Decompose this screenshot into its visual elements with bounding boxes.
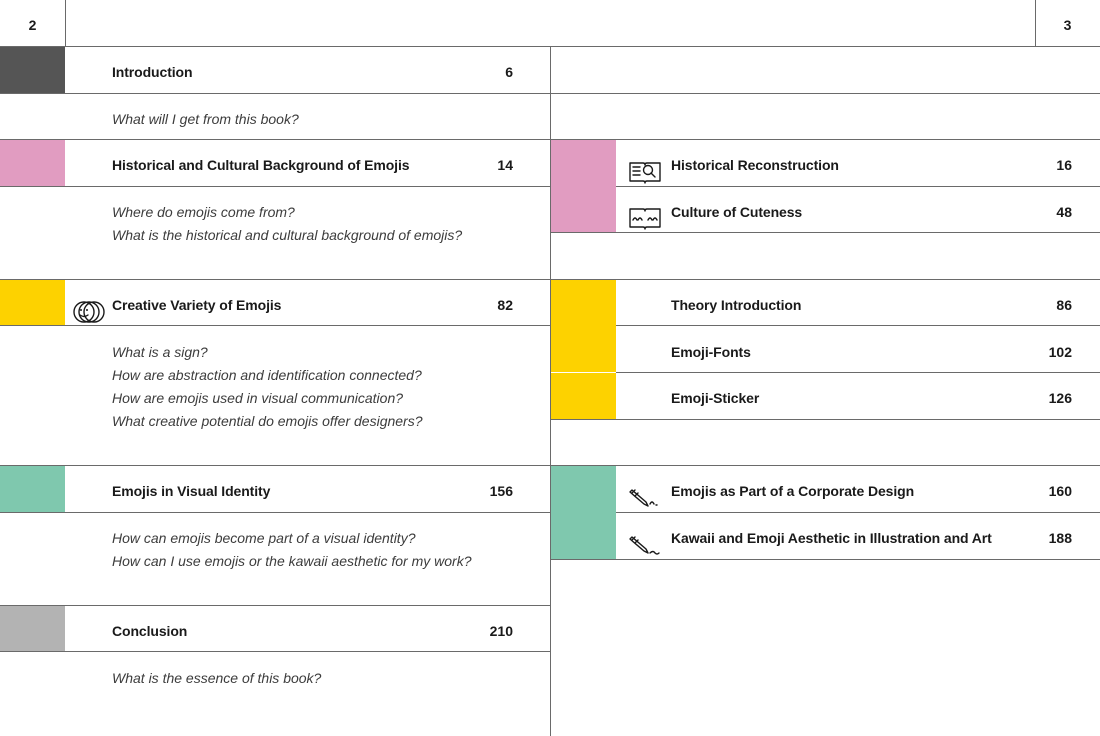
faces-icon: [72, 289, 106, 335]
rule: [0, 139, 1100, 140]
toc-page-number: 126: [1048, 390, 1072, 406]
header-divider-right: [1035, 0, 1036, 46]
pencil-drawing-icon: [628, 475, 662, 521]
header-divider-left: [65, 0, 66, 46]
color-swatch-intro: [0, 47, 65, 93]
toc-page-number: 86: [1056, 297, 1072, 313]
open-book-icon: [628, 196, 662, 242]
question: What will I get from this book?: [112, 111, 299, 127]
toc-title: Emoji-Fonts: [671, 344, 751, 360]
toc-page-number: 188: [1048, 530, 1072, 546]
page-number-right: 3: [1063, 17, 1072, 33]
page-number-left: 2: [28, 17, 37, 33]
color-swatch-history-right: [551, 140, 616, 232]
color-swatch-conclusion: [0, 606, 65, 652]
color-swatch-identity: [0, 466, 65, 512]
question: How can I use emojis or the kawaii aesthetic for my work?: [112, 553, 472, 569]
question: What creative potential do emojis offer designers?: [112, 413, 423, 429]
rule: [0, 186, 1100, 187]
pencil-sketch-icon: [628, 522, 662, 568]
toc-title: Emoji-Sticker: [671, 390, 760, 406]
question: How can emojis become part of a visual identity?: [112, 530, 416, 546]
swatch-gap: [551, 372, 616, 373]
color-swatch-history: [0, 140, 65, 186]
toc-page-number: 210: [489, 623, 513, 639]
toc-title: Historical Reconstruction: [671, 157, 839, 173]
question: What is the essence of this book?: [112, 670, 322, 686]
rule: [0, 93, 1100, 94]
toc-title: Emojis in Visual Identity: [112, 483, 271, 499]
toc-title: Creative Variety of Emojis: [112, 297, 282, 313]
question: How are abstraction and identification connected?: [112, 367, 422, 383]
rule: [0, 512, 1100, 513]
toc-page-number: 14: [497, 157, 513, 173]
toc-page-number: 82: [497, 297, 513, 313]
toc-page-number: 160: [1048, 483, 1072, 499]
rule: [0, 465, 1100, 466]
toc-title: Conclusion: [112, 623, 188, 639]
question: What is a sign?: [112, 344, 208, 360]
question: Where do emojis come from?: [112, 204, 295, 220]
toc-title: Emojis as Part of a Corporate Design: [671, 483, 915, 499]
rule: [551, 419, 1100, 420]
rule: [0, 279, 1100, 280]
toc-page-number: 102: [1048, 344, 1072, 360]
rule: [0, 651, 551, 652]
rule: [0, 325, 1100, 326]
toc-title: Kawaii and Emoji Aesthetic in Illustration and Art: [671, 530, 992, 546]
toc-page-number: 156: [489, 483, 513, 499]
toc-title: Historical and Cultural Background of Emojis: [112, 157, 410, 173]
rule: [551, 372, 1100, 373]
toc-page-number: 48: [1056, 204, 1072, 220]
toc-title: Introduction: [112, 64, 193, 80]
color-swatch-creative-right: [551, 280, 616, 419]
question: What is the historical and cultural background of emojis?: [112, 227, 463, 243]
magnifier-book-icon: [628, 149, 662, 195]
toc-title: Culture of Cuteness: [671, 204, 803, 220]
toc-title: Theory Introduction: [671, 297, 802, 313]
question: How are emojis used in visual communication?: [112, 390, 404, 406]
toc-page-number: 6: [505, 64, 513, 80]
rule: [0, 605, 551, 606]
color-swatch-identity-right: [551, 466, 616, 559]
toc-page-number: 16: [1056, 157, 1072, 173]
color-swatch-creative: [0, 280, 65, 326]
